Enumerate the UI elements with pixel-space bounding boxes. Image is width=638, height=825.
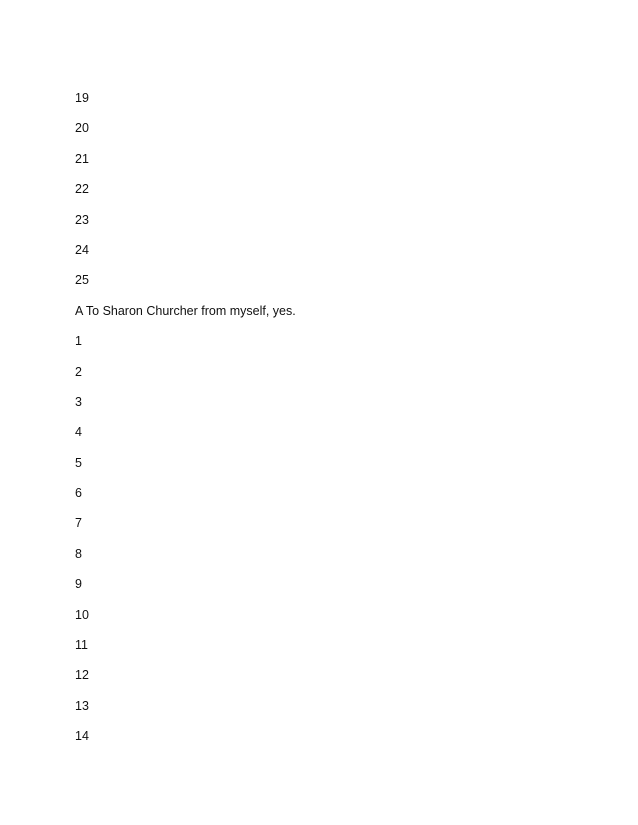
transcript-lines [75,89,296,758]
line-number-6: 6 [75,486,82,501]
line-number-9: 9 [75,577,82,592]
line-number-14: 14 [75,729,89,744]
line-number-13: 13 [75,698,89,713]
line-number-12: 12 [75,668,89,683]
line-number-7: 7 [75,516,82,531]
line-number-11: 11 [75,638,88,653]
line-number-19: 19 [75,91,89,105]
line-number-4: 4 [75,425,82,440]
line-number-23: 23 [75,212,89,227]
line-number-20: 20 [75,121,89,136]
line-number-5: 5 [75,455,82,470]
line-number-24: 24 [75,242,89,257]
line-number-22: 22 [75,182,89,197]
line-number-1: 1 [75,334,82,349]
line-number-10: 10 [75,607,89,622]
transcript-answer: A To Sharon Churcher from myself, yes. [75,303,296,318]
line-number-3: 3 [75,394,82,409]
line-number-8: 8 [75,546,82,561]
line-number-2: 2 [75,364,82,379]
line-number-21: 21 [75,151,89,166]
line-number-25: 25 [75,273,89,288]
